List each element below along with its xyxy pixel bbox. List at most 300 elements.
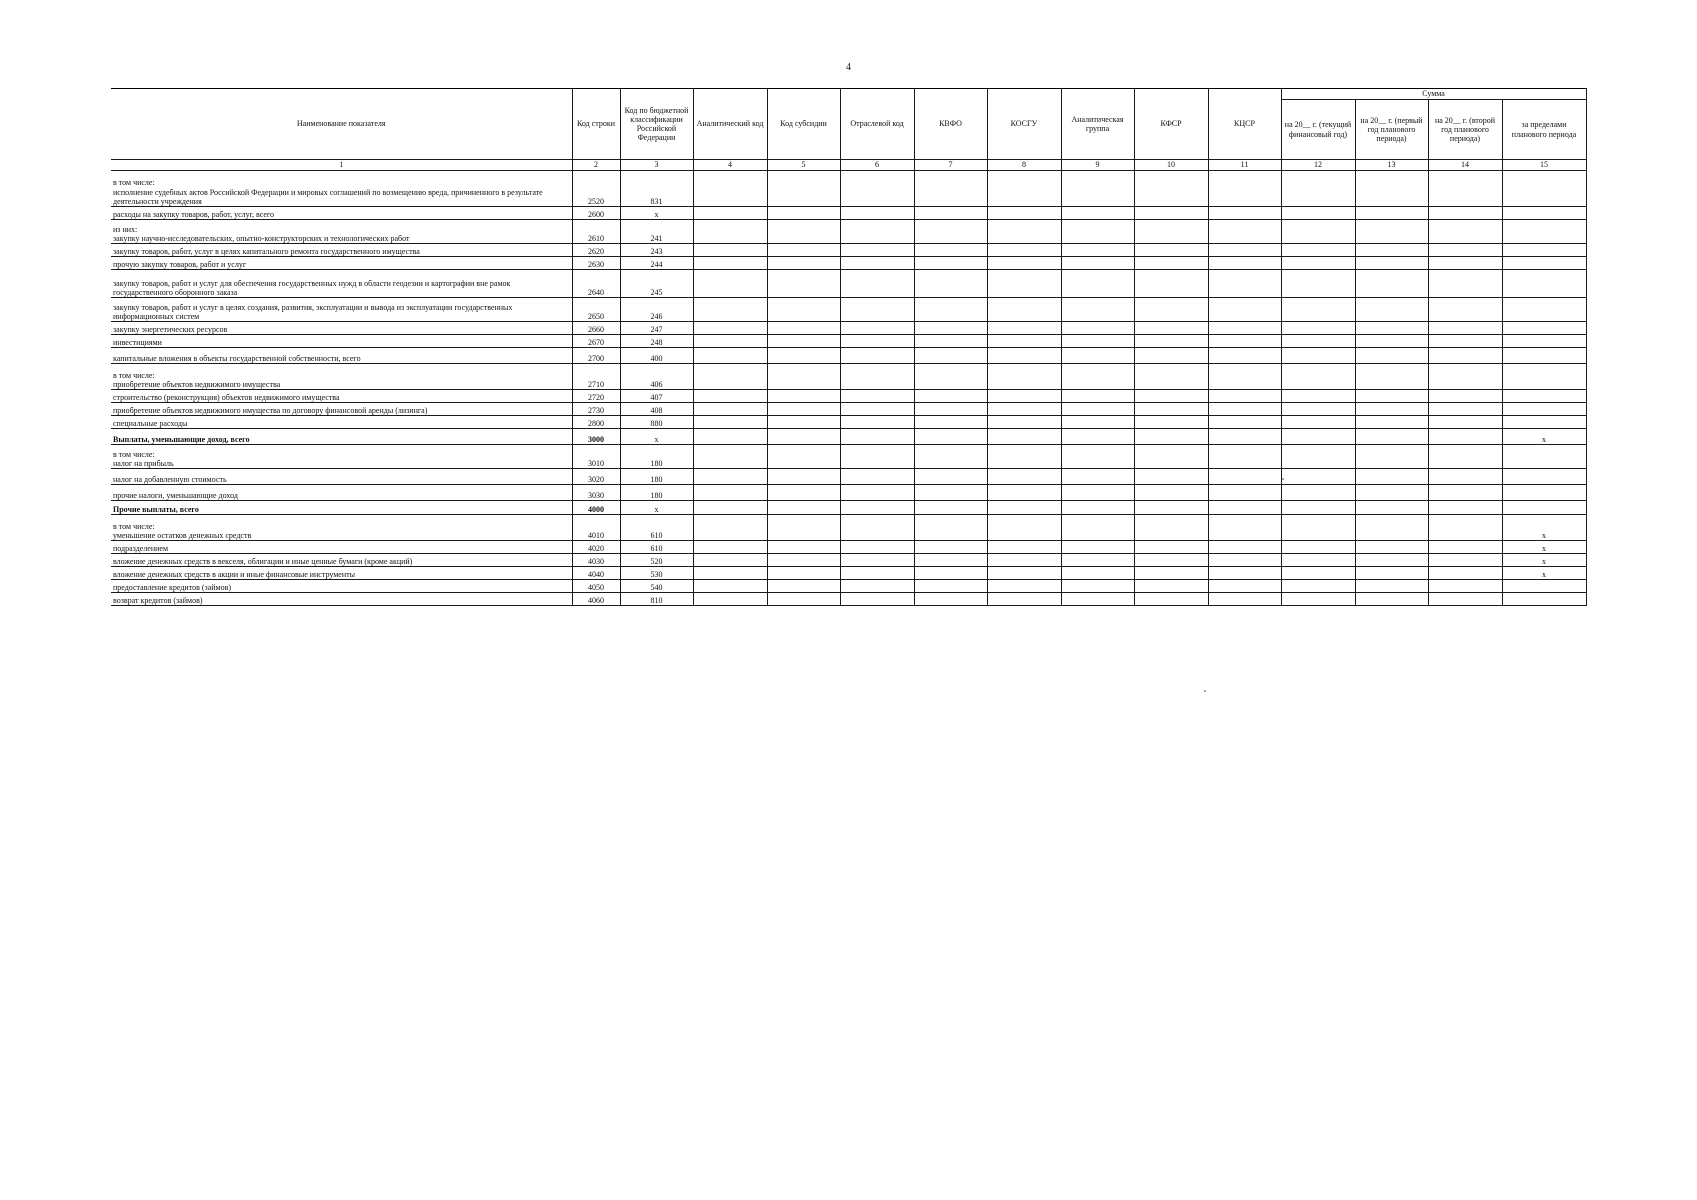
value-cell[interactable] <box>914 567 987 580</box>
value-cell[interactable] <box>1208 257 1281 270</box>
value-cell[interactable] <box>1208 364 1281 390</box>
value-cell[interactable] <box>914 270 987 298</box>
value-cell[interactable] <box>1281 485 1355 501</box>
beyond-period-cell[interactable] <box>1502 298 1586 322</box>
value-cell[interactable] <box>1208 403 1281 416</box>
value-cell[interactable] <box>767 335 840 348</box>
value-cell[interactable] <box>914 580 987 593</box>
value-cell[interactable] <box>767 554 840 567</box>
value-cell[interactable] <box>1061 207 1134 220</box>
value-cell[interactable] <box>1208 567 1281 580</box>
value-cell[interactable] <box>987 469 1061 485</box>
value-cell[interactable] <box>1061 469 1134 485</box>
value-cell[interactable] <box>987 580 1061 593</box>
value-cell[interactable] <box>767 390 840 403</box>
value-cell[interactable] <box>767 257 840 270</box>
value-cell[interactable] <box>693 429 767 445</box>
value-cell[interactable] <box>914 469 987 485</box>
value-cell[interactable] <box>1134 270 1208 298</box>
value-cell[interactable] <box>840 403 914 416</box>
value-cell[interactable] <box>1281 244 1355 257</box>
value-cell[interactable] <box>1134 580 1208 593</box>
value-cell[interactable] <box>1428 207 1502 220</box>
value-cell[interactable] <box>914 416 987 429</box>
value-cell[interactable] <box>1355 348 1428 364</box>
value-cell[interactable] <box>840 244 914 257</box>
value-cell[interactable] <box>1428 469 1502 485</box>
value-cell[interactable] <box>1061 322 1134 335</box>
value-cell[interactable] <box>1355 220 1428 244</box>
value-cell[interactable] <box>767 298 840 322</box>
value-cell[interactable] <box>693 515 767 541</box>
value-cell[interactable] <box>1134 220 1208 244</box>
value-cell[interactable] <box>1428 554 1502 567</box>
value-cell[interactable] <box>693 207 767 220</box>
value-cell[interactable] <box>1061 348 1134 364</box>
value-cell[interactable] <box>914 171 987 207</box>
value-cell[interactable] <box>1281 469 1355 485</box>
value-cell[interactable] <box>693 364 767 390</box>
value-cell[interactable] <box>1134 501 1208 515</box>
value-cell[interactable] <box>987 257 1061 270</box>
value-cell[interactable] <box>914 403 987 416</box>
value-cell[interactable] <box>1428 501 1502 515</box>
value-cell[interactable] <box>840 390 914 403</box>
value-cell[interactable] <box>840 322 914 335</box>
value-cell[interactable] <box>1281 567 1355 580</box>
value-cell[interactable] <box>1208 322 1281 335</box>
value-cell[interactable] <box>840 593 914 606</box>
value-cell[interactable] <box>693 416 767 429</box>
value-cell[interactable] <box>693 469 767 485</box>
value-cell[interactable] <box>1281 171 1355 207</box>
value-cell[interactable] <box>767 501 840 515</box>
value-cell[interactable] <box>1428 403 1502 416</box>
value-cell[interactable] <box>1208 348 1281 364</box>
value-cell[interactable] <box>914 429 987 445</box>
value-cell[interactable] <box>693 541 767 554</box>
value-cell[interactable] <box>1208 429 1281 445</box>
value-cell[interactable] <box>987 567 1061 580</box>
value-cell[interactable] <box>914 335 987 348</box>
value-cell[interactable] <box>1281 541 1355 554</box>
value-cell[interactable] <box>1281 207 1355 220</box>
beyond-period-cell[interactable]: x <box>1502 541 1586 554</box>
value-cell[interactable] <box>914 207 987 220</box>
value-cell[interactable] <box>1061 580 1134 593</box>
value-cell[interactable] <box>767 244 840 257</box>
value-cell[interactable] <box>693 244 767 257</box>
value-cell[interactable] <box>987 322 1061 335</box>
value-cell[interactable] <box>914 322 987 335</box>
value-cell[interactable] <box>987 501 1061 515</box>
beyond-period-cell[interactable] <box>1502 390 1586 403</box>
value-cell[interactable] <box>767 580 840 593</box>
value-cell[interactable] <box>767 515 840 541</box>
beyond-period-cell[interactable]: x <box>1502 567 1586 580</box>
beyond-period-cell[interactable] <box>1502 270 1586 298</box>
value-cell[interactable] <box>1281 322 1355 335</box>
beyond-period-cell[interactable] <box>1502 445 1586 469</box>
value-cell[interactable] <box>1355 541 1428 554</box>
value-cell[interactable] <box>987 390 1061 403</box>
value-cell[interactable] <box>693 335 767 348</box>
value-cell[interactable] <box>1061 220 1134 244</box>
value-cell[interactable] <box>767 171 840 207</box>
value-cell[interactable] <box>1355 171 1428 207</box>
value-cell[interactable] <box>1208 270 1281 298</box>
value-cell[interactable] <box>987 445 1061 469</box>
value-cell[interactable] <box>1208 244 1281 257</box>
value-cell[interactable] <box>767 220 840 244</box>
value-cell[interactable] <box>1134 485 1208 501</box>
value-cell[interactable] <box>840 257 914 270</box>
value-cell[interactable] <box>1134 416 1208 429</box>
value-cell[interactable] <box>1061 501 1134 515</box>
value-cell[interactable] <box>1134 390 1208 403</box>
value-cell[interactable] <box>1428 270 1502 298</box>
value-cell[interactable] <box>1355 364 1428 390</box>
value-cell[interactable] <box>1208 580 1281 593</box>
value-cell[interactable] <box>1208 445 1281 469</box>
value-cell[interactable] <box>840 348 914 364</box>
value-cell[interactable] <box>987 541 1061 554</box>
value-cell[interactable] <box>693 580 767 593</box>
value-cell[interactable] <box>840 554 914 567</box>
value-cell[interactable] <box>914 390 987 403</box>
value-cell[interactable] <box>693 390 767 403</box>
value-cell[interactable] <box>1355 298 1428 322</box>
value-cell[interactable] <box>1061 429 1134 445</box>
beyond-period-cell[interactable] <box>1502 257 1586 270</box>
value-cell[interactable] <box>767 593 840 606</box>
value-cell[interactable] <box>1208 485 1281 501</box>
value-cell[interactable] <box>767 429 840 445</box>
value-cell[interactable] <box>1061 567 1134 580</box>
value-cell[interactable] <box>767 270 840 298</box>
value-cell[interactable] <box>1061 335 1134 348</box>
value-cell[interactable] <box>1281 515 1355 541</box>
value-cell[interactable] <box>1355 270 1428 298</box>
value-cell[interactable] <box>1208 554 1281 567</box>
value-cell[interactable] <box>693 220 767 244</box>
value-cell[interactable] <box>1355 403 1428 416</box>
value-cell[interactable] <box>1428 220 1502 244</box>
value-cell[interactable] <box>914 501 987 515</box>
value-cell[interactable] <box>1208 593 1281 606</box>
value-cell[interactable] <box>1281 257 1355 270</box>
value-cell[interactable] <box>767 207 840 220</box>
value-cell[interactable] <box>914 554 987 567</box>
value-cell[interactable] <box>987 429 1061 445</box>
value-cell[interactable] <box>1134 335 1208 348</box>
value-cell[interactable] <box>914 298 987 322</box>
value-cell[interactable] <box>987 298 1061 322</box>
value-cell[interactable] <box>1428 390 1502 403</box>
value-cell[interactable] <box>1061 298 1134 322</box>
value-cell[interactable] <box>1208 335 1281 348</box>
beyond-period-cell[interactable] <box>1502 322 1586 335</box>
value-cell[interactable] <box>840 171 914 207</box>
value-cell[interactable] <box>1208 390 1281 403</box>
value-cell[interactable] <box>987 207 1061 220</box>
value-cell[interactable] <box>1134 593 1208 606</box>
value-cell[interactable] <box>840 364 914 390</box>
value-cell[interactable] <box>1281 580 1355 593</box>
value-cell[interactable] <box>1355 429 1428 445</box>
value-cell[interactable] <box>1355 257 1428 270</box>
value-cell[interactable] <box>1281 298 1355 322</box>
value-cell[interactable] <box>1428 257 1502 270</box>
value-cell[interactable] <box>1134 257 1208 270</box>
value-cell[interactable] <box>914 515 987 541</box>
value-cell[interactable] <box>1134 298 1208 322</box>
value-cell[interactable] <box>1134 403 1208 416</box>
value-cell[interactable] <box>1428 171 1502 207</box>
value-cell[interactable] <box>1061 244 1134 257</box>
value-cell[interactable] <box>1355 485 1428 501</box>
beyond-period-cell[interactable]: x <box>1502 515 1586 541</box>
value-cell[interactable] <box>1281 593 1355 606</box>
value-cell[interactable] <box>914 541 987 554</box>
value-cell[interactable] <box>1355 501 1428 515</box>
beyond-period-cell[interactable]: x <box>1502 429 1586 445</box>
value-cell[interactable] <box>1061 270 1134 298</box>
value-cell[interactable] <box>987 485 1061 501</box>
value-cell[interactable] <box>1208 416 1281 429</box>
beyond-period-cell[interactable]: x <box>1502 554 1586 567</box>
value-cell[interactable] <box>1208 171 1281 207</box>
value-cell[interactable] <box>1061 593 1134 606</box>
value-cell[interactable] <box>1428 567 1502 580</box>
value-cell[interactable] <box>1061 171 1134 207</box>
value-cell[interactable] <box>1428 364 1502 390</box>
value-cell[interactable] <box>840 567 914 580</box>
value-cell[interactable] <box>840 580 914 593</box>
value-cell[interactable] <box>1134 541 1208 554</box>
value-cell[interactable] <box>1134 515 1208 541</box>
value-cell[interactable] <box>1061 403 1134 416</box>
value-cell[interactable] <box>1061 515 1134 541</box>
value-cell[interactable] <box>914 485 987 501</box>
beyond-period-cell[interactable] <box>1502 335 1586 348</box>
value-cell[interactable] <box>1281 445 1355 469</box>
value-cell[interactable] <box>1281 364 1355 390</box>
value-cell[interactable] <box>840 416 914 429</box>
value-cell[interactable] <box>1134 322 1208 335</box>
beyond-period-cell[interactable] <box>1502 171 1586 207</box>
value-cell[interactable] <box>914 348 987 364</box>
value-cell[interactable] <box>1428 322 1502 335</box>
beyond-period-cell[interactable] <box>1502 469 1586 485</box>
value-cell[interactable] <box>1428 244 1502 257</box>
value-cell[interactable] <box>767 416 840 429</box>
value-cell[interactable] <box>1061 390 1134 403</box>
value-cell[interactable] <box>1428 593 1502 606</box>
value-cell[interactable] <box>1355 515 1428 541</box>
value-cell[interactable] <box>1061 485 1134 501</box>
value-cell[interactable] <box>914 244 987 257</box>
value-cell[interactable] <box>1134 244 1208 257</box>
value-cell[interactable] <box>693 567 767 580</box>
beyond-period-cell[interactable] <box>1502 485 1586 501</box>
value-cell[interactable] <box>1134 429 1208 445</box>
value-cell[interactable] <box>1208 469 1281 485</box>
value-cell[interactable] <box>914 257 987 270</box>
value-cell[interactable] <box>1281 403 1355 416</box>
value-cell[interactable] <box>1355 567 1428 580</box>
beyond-period-cell[interactable] <box>1502 416 1586 429</box>
value-cell[interactable] <box>693 348 767 364</box>
value-cell[interactable] <box>840 485 914 501</box>
value-cell[interactable] <box>1281 270 1355 298</box>
value-cell[interactable] <box>840 335 914 348</box>
value-cell[interactable] <box>987 244 1061 257</box>
value-cell[interactable] <box>840 429 914 445</box>
value-cell[interactable] <box>693 322 767 335</box>
value-cell[interactable] <box>1281 416 1355 429</box>
value-cell[interactable] <box>1208 220 1281 244</box>
value-cell[interactable] <box>1134 567 1208 580</box>
value-cell[interactable] <box>767 322 840 335</box>
value-cell[interactable] <box>987 515 1061 541</box>
value-cell[interactable] <box>1134 207 1208 220</box>
value-cell[interactable] <box>1281 429 1355 445</box>
beyond-period-cell[interactable] <box>1502 220 1586 244</box>
value-cell[interactable] <box>914 364 987 390</box>
value-cell[interactable] <box>1428 580 1502 593</box>
value-cell[interactable] <box>767 348 840 364</box>
value-cell[interactable] <box>693 593 767 606</box>
value-cell[interactable] <box>1061 416 1134 429</box>
value-cell[interactable] <box>1428 515 1502 541</box>
value-cell[interactable] <box>987 416 1061 429</box>
value-cell[interactable] <box>987 270 1061 298</box>
value-cell[interactable] <box>693 501 767 515</box>
beyond-period-cell[interactable] <box>1502 580 1586 593</box>
value-cell[interactable] <box>1355 322 1428 335</box>
value-cell[interactable] <box>1208 501 1281 515</box>
value-cell[interactable] <box>1355 469 1428 485</box>
beyond-period-cell[interactable] <box>1502 244 1586 257</box>
value-cell[interactable] <box>840 469 914 485</box>
value-cell[interactable] <box>1428 298 1502 322</box>
value-cell[interactable] <box>840 445 914 469</box>
value-cell[interactable] <box>1428 335 1502 348</box>
value-cell[interactable] <box>693 257 767 270</box>
value-cell[interactable] <box>840 207 914 220</box>
value-cell[interactable] <box>914 593 987 606</box>
value-cell[interactable] <box>1281 501 1355 515</box>
value-cell[interactable] <box>1134 445 1208 469</box>
value-cell[interactable] <box>1061 364 1134 390</box>
beyond-period-cell[interactable] <box>1502 348 1586 364</box>
value-cell[interactable] <box>840 515 914 541</box>
value-cell[interactable] <box>840 541 914 554</box>
beyond-period-cell[interactable] <box>1502 593 1586 606</box>
beyond-period-cell[interactable] <box>1502 403 1586 416</box>
value-cell[interactable] <box>987 348 1061 364</box>
value-cell[interactable] <box>987 220 1061 244</box>
value-cell[interactable] <box>693 171 767 207</box>
value-cell[interactable] <box>1281 554 1355 567</box>
value-cell[interactable] <box>767 567 840 580</box>
value-cell[interactable] <box>1428 541 1502 554</box>
value-cell[interactable] <box>1281 220 1355 244</box>
value-cell[interactable] <box>1134 171 1208 207</box>
value-cell[interactable] <box>1208 515 1281 541</box>
value-cell[interactable] <box>693 445 767 469</box>
value-cell[interactable] <box>693 298 767 322</box>
value-cell[interactable] <box>1355 580 1428 593</box>
value-cell[interactable] <box>914 445 987 469</box>
value-cell[interactable] <box>1208 541 1281 554</box>
value-cell[interactable] <box>1061 554 1134 567</box>
value-cell[interactable] <box>1355 593 1428 606</box>
value-cell[interactable] <box>1355 416 1428 429</box>
value-cell[interactable] <box>1208 207 1281 220</box>
value-cell[interactable] <box>840 270 914 298</box>
value-cell[interactable] <box>1134 348 1208 364</box>
value-cell[interactable] <box>1134 469 1208 485</box>
value-cell[interactable] <box>1061 257 1134 270</box>
beyond-period-cell[interactable] <box>1502 501 1586 515</box>
value-cell[interactable] <box>1061 445 1134 469</box>
value-cell[interactable] <box>1428 485 1502 501</box>
value-cell[interactable] <box>1428 445 1502 469</box>
value-cell[interactable] <box>1428 416 1502 429</box>
value-cell[interactable] <box>987 335 1061 348</box>
value-cell[interactable] <box>1355 390 1428 403</box>
value-cell[interactable] <box>987 593 1061 606</box>
value-cell[interactable] <box>1355 244 1428 257</box>
value-cell[interactable] <box>693 270 767 298</box>
value-cell[interactable] <box>1061 541 1134 554</box>
value-cell[interactable] <box>693 485 767 501</box>
value-cell[interactable] <box>987 364 1061 390</box>
value-cell[interactable] <box>767 364 840 390</box>
value-cell[interactable] <box>1355 207 1428 220</box>
value-cell[interactable] <box>1281 335 1355 348</box>
value-cell[interactable] <box>987 403 1061 416</box>
value-cell[interactable] <box>1428 348 1502 364</box>
value-cell[interactable] <box>1281 348 1355 364</box>
value-cell[interactable] <box>767 469 840 485</box>
value-cell[interactable] <box>1134 554 1208 567</box>
value-cell[interactable] <box>987 554 1061 567</box>
beyond-period-cell[interactable] <box>1502 364 1586 390</box>
value-cell[interactable] <box>1281 390 1355 403</box>
value-cell[interactable] <box>1208 298 1281 322</box>
value-cell[interactable] <box>1428 429 1502 445</box>
beyond-period-cell[interactable] <box>1502 207 1586 220</box>
value-cell[interactable] <box>840 298 914 322</box>
value-cell[interactable] <box>1134 364 1208 390</box>
value-cell[interactable] <box>767 541 840 554</box>
value-cell[interactable] <box>987 171 1061 207</box>
value-cell[interactable] <box>767 403 840 416</box>
value-cell[interactable] <box>1355 335 1428 348</box>
value-cell[interactable] <box>840 220 914 244</box>
value-cell[interactable] <box>767 485 840 501</box>
value-cell[interactable] <box>693 554 767 567</box>
value-cell[interactable] <box>1355 445 1428 469</box>
value-cell[interactable] <box>914 220 987 244</box>
value-cell[interactable] <box>693 403 767 416</box>
value-cell[interactable] <box>1355 554 1428 567</box>
value-cell[interactable] <box>840 501 914 515</box>
value-cell[interactable] <box>767 445 840 469</box>
